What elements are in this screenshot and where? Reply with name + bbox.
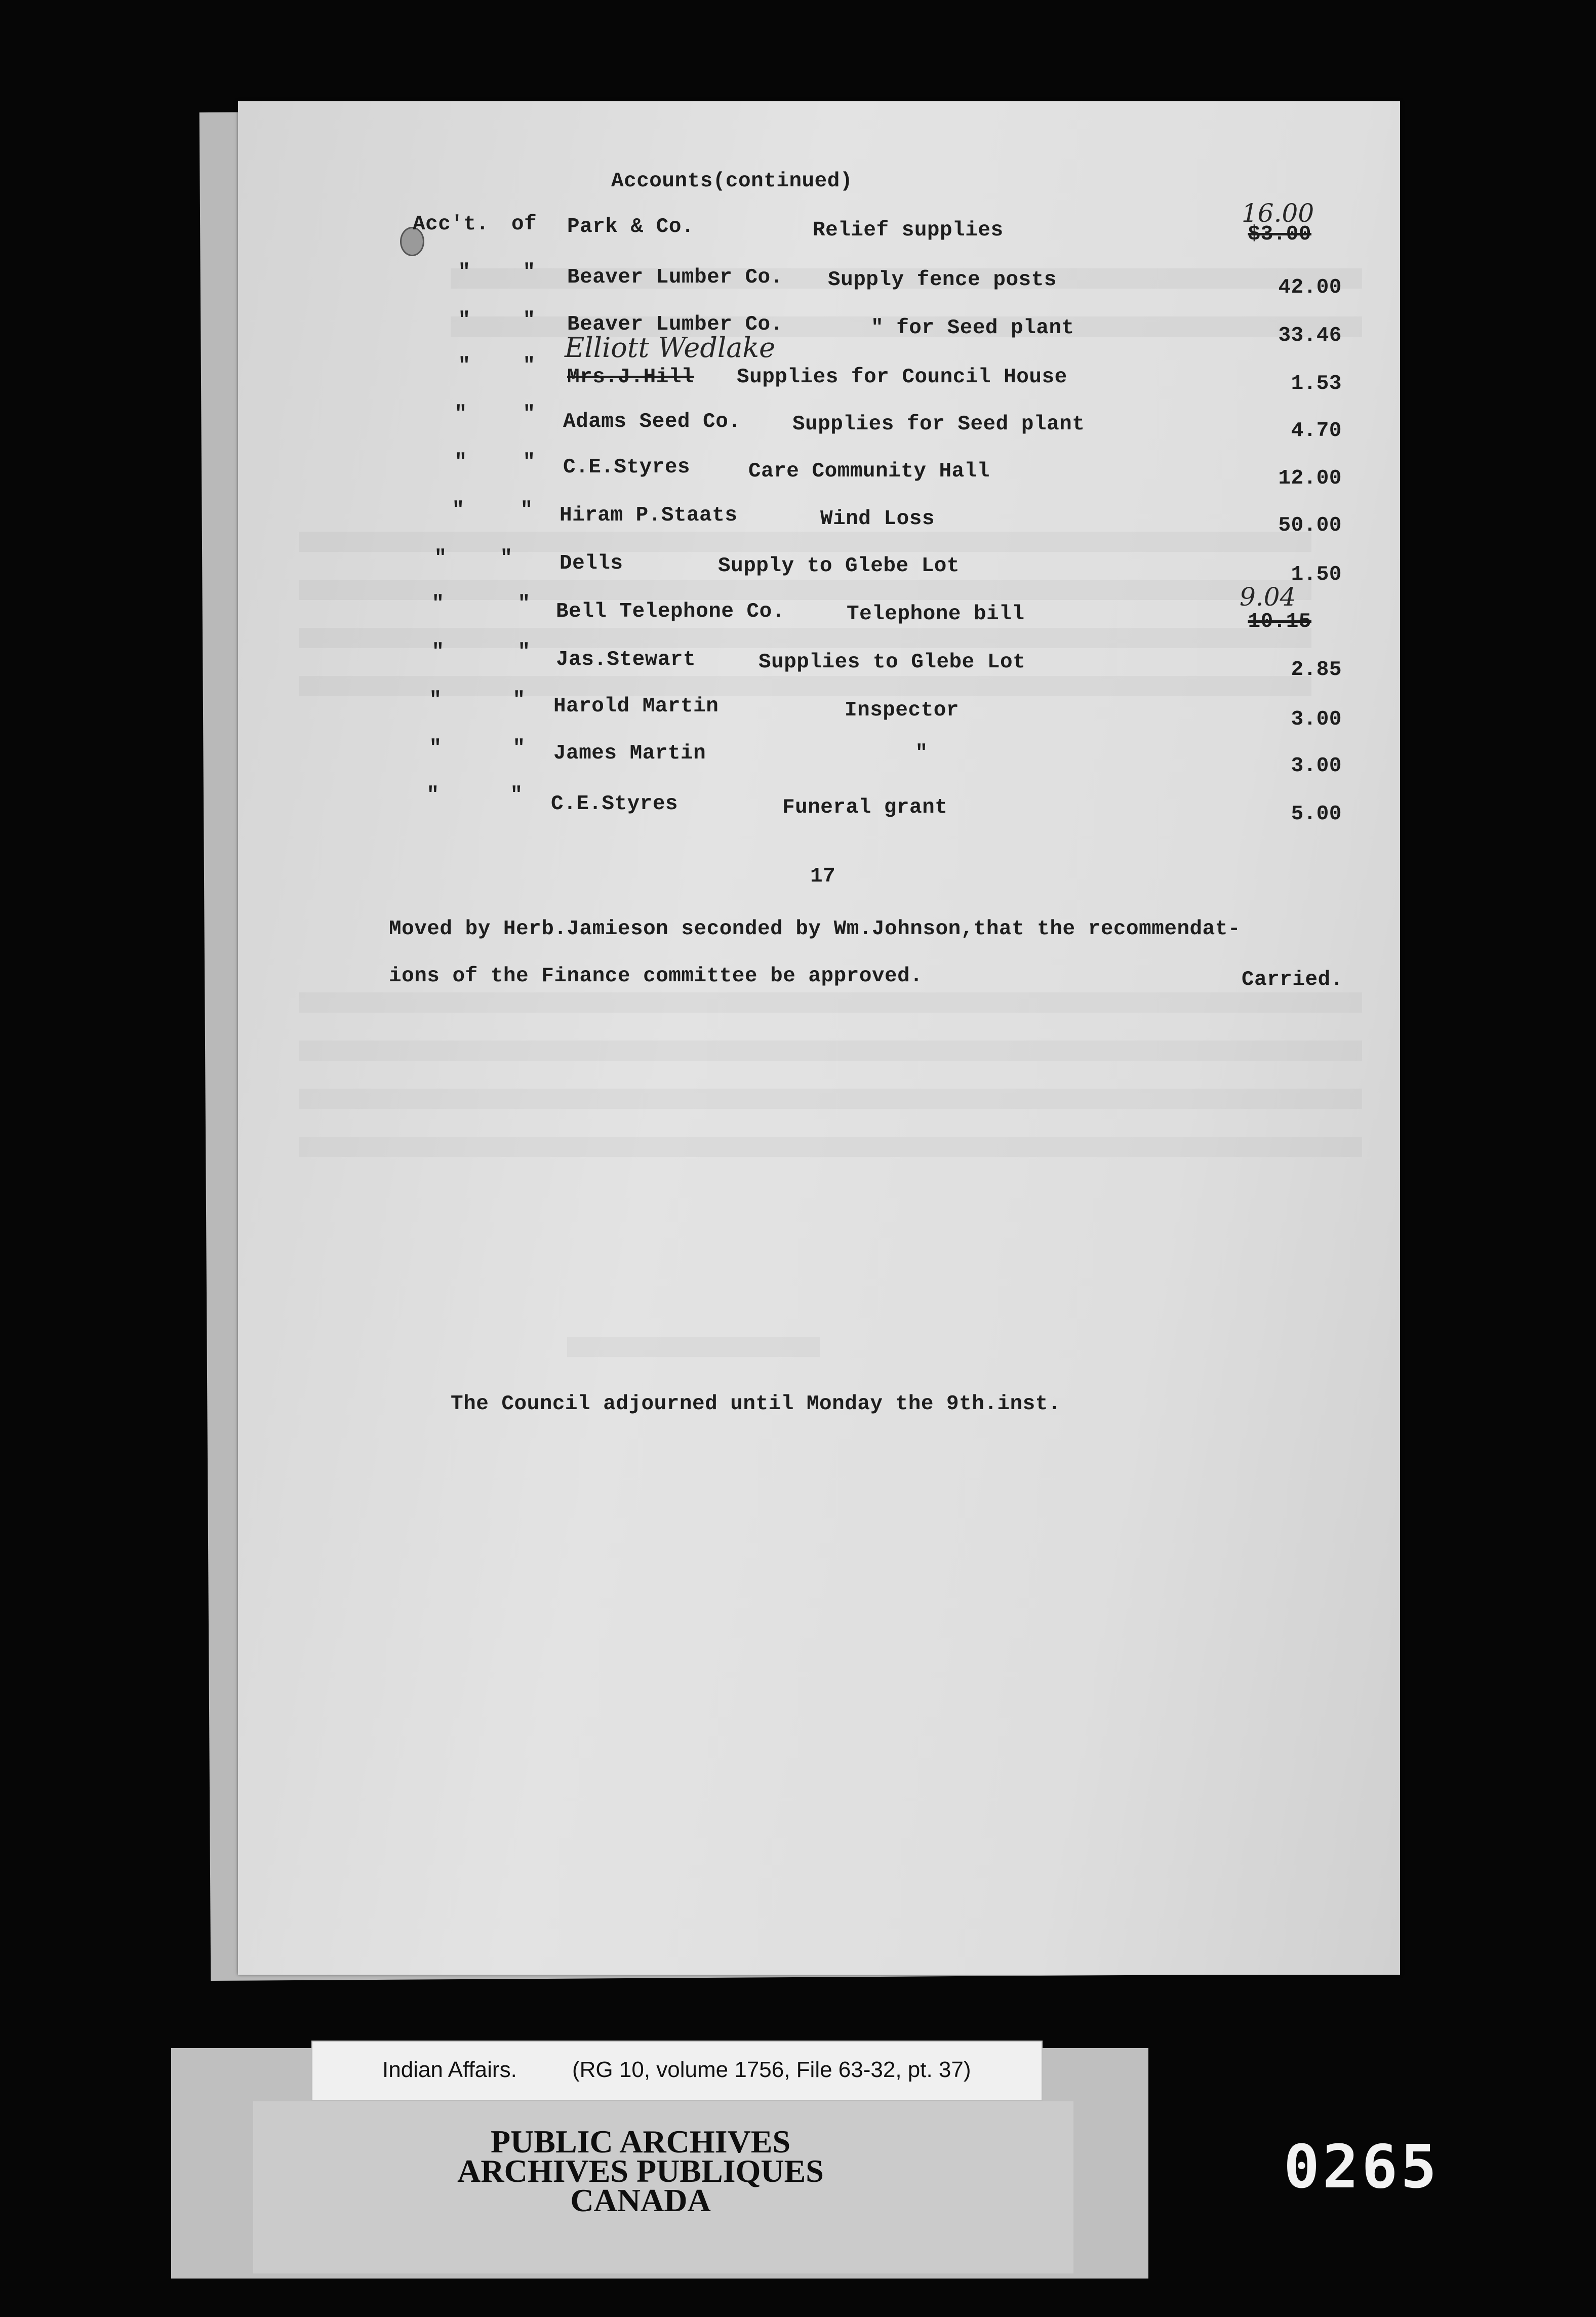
- ditto-mark: ": [517, 641, 531, 664]
- purpose: Inspector: [845, 699, 959, 722]
- ditto-mark: ": [454, 451, 467, 474]
- purpose: Funeral grant: [782, 796, 948, 819]
- frame-number: 0265: [1284, 2132, 1440, 2202]
- payee: James Martin: [553, 742, 706, 765]
- payee: Jas.Stewart: [556, 648, 696, 671]
- adjournment-line: The Council adjourned until Monday the 9th.inst.: [451, 1392, 1061, 1416]
- amount: 3.00: [1291, 754, 1342, 778]
- ditto-mark: ": [512, 689, 526, 712]
- amount: 50.00: [1278, 514, 1342, 537]
- bleed-through-line: [299, 1089, 1362, 1109]
- ditto-mark: ": [458, 261, 471, 284]
- ditto-mark: ": [523, 403, 536, 426]
- resolution-number: 17: [810, 865, 836, 888]
- purpose: Supplies for Council House: [737, 366, 1067, 389]
- purpose: Supplies to Glebe Lot: [759, 651, 1026, 674]
- ditto-mark: ": [512, 737, 526, 760]
- bleed-through-line: [299, 1137, 1362, 1157]
- motion-line-1: Moved by Herb.Jamieson seconded by Wm.Johnson,that the recommendat-: [389, 917, 1241, 941]
- bleed-through-line: [299, 992, 1362, 1013]
- payee: Dells: [560, 552, 623, 575]
- ditto-mark: ": [429, 737, 442, 760]
- payee: Bell Telephone Co.: [556, 600, 785, 623]
- ditto-mark: ": [500, 547, 513, 570]
- acct-label: Acc't.: [413, 213, 489, 236]
- bleed-through-line: [299, 1041, 1362, 1061]
- amount: 4.70: [1291, 419, 1342, 443]
- ditto-mark: ": [458, 354, 471, 378]
- payee-correction: Elliott Wedlake: [565, 332, 776, 364]
- bleed-through-line: [567, 1337, 820, 1357]
- amount: 10.15: [1248, 610, 1311, 633]
- ditto-mark: ": [431, 641, 445, 664]
- motion-result: Carried.: [1242, 968, 1343, 991]
- amount: 1.50: [1291, 563, 1342, 586]
- amount-correction: 16.00: [1242, 198, 1314, 228]
- purpose: Supplies for Seed plant: [792, 413, 1085, 436]
- archive-name-en: PUBLIC ARCHIVES: [490, 2124, 791, 2160]
- amount: 12.00: [1278, 467, 1342, 490]
- ditto-mark: ": [520, 499, 533, 522]
- ditto-mark: ": [458, 309, 471, 332]
- payee: Adams Seed Co.: [563, 410, 741, 433]
- amount: 5.00: [1291, 803, 1342, 826]
- ditto-mark: ": [452, 499, 465, 522]
- purpose: Telephone bill: [847, 603, 1025, 626]
- ditto-mark: ": [454, 403, 467, 426]
- ditto-mark: ": [523, 309, 536, 332]
- archive-country: CANADA: [570, 2182, 711, 2218]
- ditto-mark: ": [429, 689, 442, 712]
- archive-department: Indian Affairs.: [382, 2057, 517, 2082]
- purpose: Relief supplies: [813, 219, 1004, 242]
- amount: 33.46: [1278, 324, 1342, 347]
- ditto-mark: ": [523, 261, 536, 284]
- accounts-heading: Accounts(continued): [611, 170, 853, 193]
- payee: C.E.Styres: [563, 456, 691, 479]
- ditto-mark: ": [523, 451, 536, 474]
- ditto-mark: ": [434, 547, 447, 570]
- amount: 1.53: [1291, 372, 1342, 395]
- ditto-mark: ": [523, 354, 536, 378]
- payee: Hiram P.Staats: [560, 504, 738, 527]
- ditto-mark: ": [510, 784, 523, 807]
- purpose: " for Seed plant: [871, 316, 1074, 340]
- amount: 3.00: [1291, 708, 1342, 731]
- payee: Park & Co.: [567, 215, 695, 238]
- purpose: Supply to Glebe Lot: [718, 554, 960, 578]
- bleed-through-line: [299, 532, 1311, 552]
- payee: Beaver Lumber Co.: [567, 266, 783, 289]
- amount-correction: 9.04: [1240, 582, 1296, 612]
- purpose: Supply fence posts: [828, 268, 1057, 292]
- ditto-mark: ": [426, 784, 440, 807]
- archive-name-fr: ARCHIVES PUBLIQUES: [457, 2153, 824, 2189]
- amount: 2.85: [1291, 658, 1342, 682]
- ditto-mark: ": [517, 592, 531, 616]
- purpose: Wind Loss: [820, 507, 935, 531]
- payee: Mrs.J.Hill: [567, 366, 695, 389]
- archive-reference: (RG 10, volume 1756, File 63-32, pt. 37): [572, 2057, 971, 2082]
- purpose: Care Community Hall: [748, 460, 990, 483]
- motion-line-2: ions of the Finance committee be approved.: [389, 965, 923, 988]
- bleed-through-line: [299, 580, 1311, 600]
- payee: Beaver Lumber Co.: [567, 313, 783, 336]
- amount: $3.00: [1248, 223, 1311, 246]
- ditto-mark: ": [431, 592, 445, 616]
- bleed-through-line: [299, 676, 1311, 696]
- purpose: ": [915, 742, 928, 765]
- amount: 42.00: [1278, 276, 1342, 299]
- payee: C.E.Styres: [551, 792, 679, 816]
- of-label: of: [511, 213, 537, 236]
- payee: Harold Martin: [553, 695, 719, 718]
- bleed-through-line: [299, 628, 1311, 648]
